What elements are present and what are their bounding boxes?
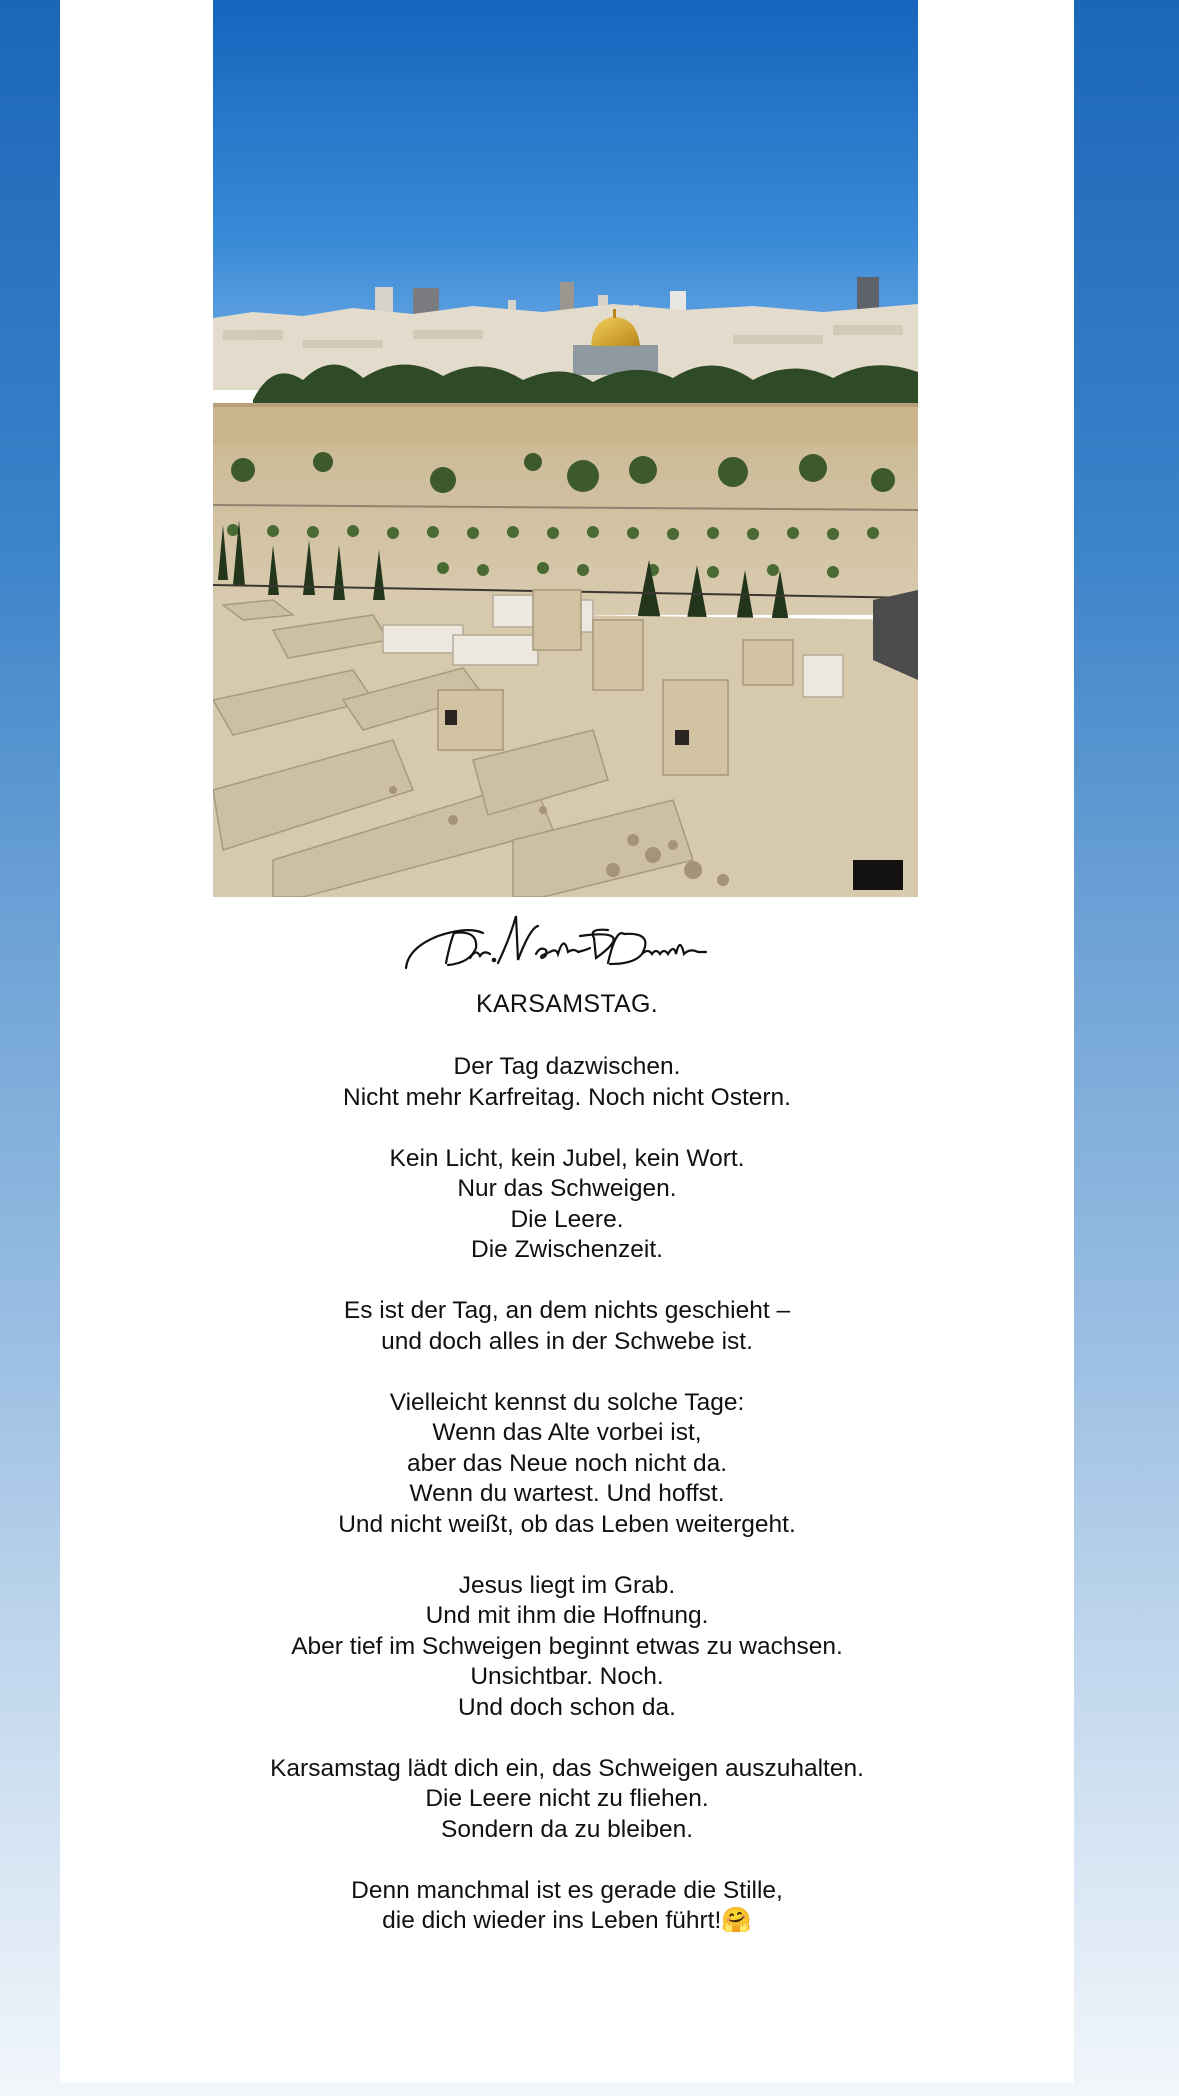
poem-line: Aber tief im Schweigen beginnt etwas zu wachsen. — [291, 1632, 843, 1660]
poem-line: Der Tag dazwischen. — [453, 1053, 681, 1080]
photo-illustration — [213, 0, 918, 897]
poem-line: Die Leere. — [510, 1205, 624, 1233]
poem-line: und doch alles in der Schwebe ist. — [381, 1327, 753, 1355]
poem-line: Wenn du wartest. Und hoffst. — [409, 1480, 725, 1507]
poem-line: Und mit ihm die Hoffnung. — [425, 1602, 709, 1629]
post-title: KARSAMSTAG. — [475, 990, 659, 1018]
stanza-1 — [60, 1052, 1074, 1113]
poem-line: Jesus liegt im Grab. — [458, 1571, 676, 1599]
poem-line: Unsichtbar. Noch. — [470, 1663, 664, 1690]
poem-line: Denn manchmal ist es gerade die Stille, — [351, 1876, 783, 1904]
post-panel — [60, 0, 1074, 2083]
stanza-5 — [60, 1571, 1074, 1724]
jerusalem-photo — [213, 0, 918, 897]
poem-line: Und nicht weißt, ob das Leben weitergeht. — [338, 1510, 796, 1538]
poem-line: Kein Licht, kein Jubel, kein Wort. — [389, 1144, 745, 1172]
stanza-2 — [60, 1144, 1074, 1266]
poem-line: Nicht mehr Karfreitag. Noch nicht Ostern. — [343, 1083, 791, 1111]
signature — [398, 908, 708, 983]
poem-line: Die Leere nicht zu fliehen. — [425, 1785, 709, 1812]
poem-line: Und doch schon da. — [458, 1693, 676, 1721]
poem-line-with-hugging-face-icon: die dich wieder ins Leben führt!🤗 — [382, 1907, 752, 1934]
poem-line: Es ist der Tag, an dem nichts geschieht – — [343, 1297, 791, 1324]
poem-line: Nur das Schweigen. — [457, 1175, 677, 1202]
stanza-7 — [60, 1876, 1074, 1937]
poem-line: Sondern da zu bleiben. — [441, 1815, 693, 1843]
stanza-3 — [60, 1296, 1074, 1357]
poem-line: Karsamstag lädt dich ein, das Schweigen auszuhalten. — [270, 1754, 864, 1782]
poem-line: aber das Neue noch nicht da. — [406, 1449, 728, 1477]
poem-line: Die Zwischenzeit. — [471, 1236, 663, 1263]
poem-line: Vielleicht kennst du solche Tage: — [389, 1388, 745, 1416]
poem-body — [60, 1052, 1074, 1967]
poem-line: Wenn das Alte vorbei ist, — [432, 1419, 702, 1446]
stanza-4 — [60, 1388, 1074, 1541]
stanza-6 — [60, 1754, 1074, 1846]
signature-graphic — [398, 908, 708, 983]
